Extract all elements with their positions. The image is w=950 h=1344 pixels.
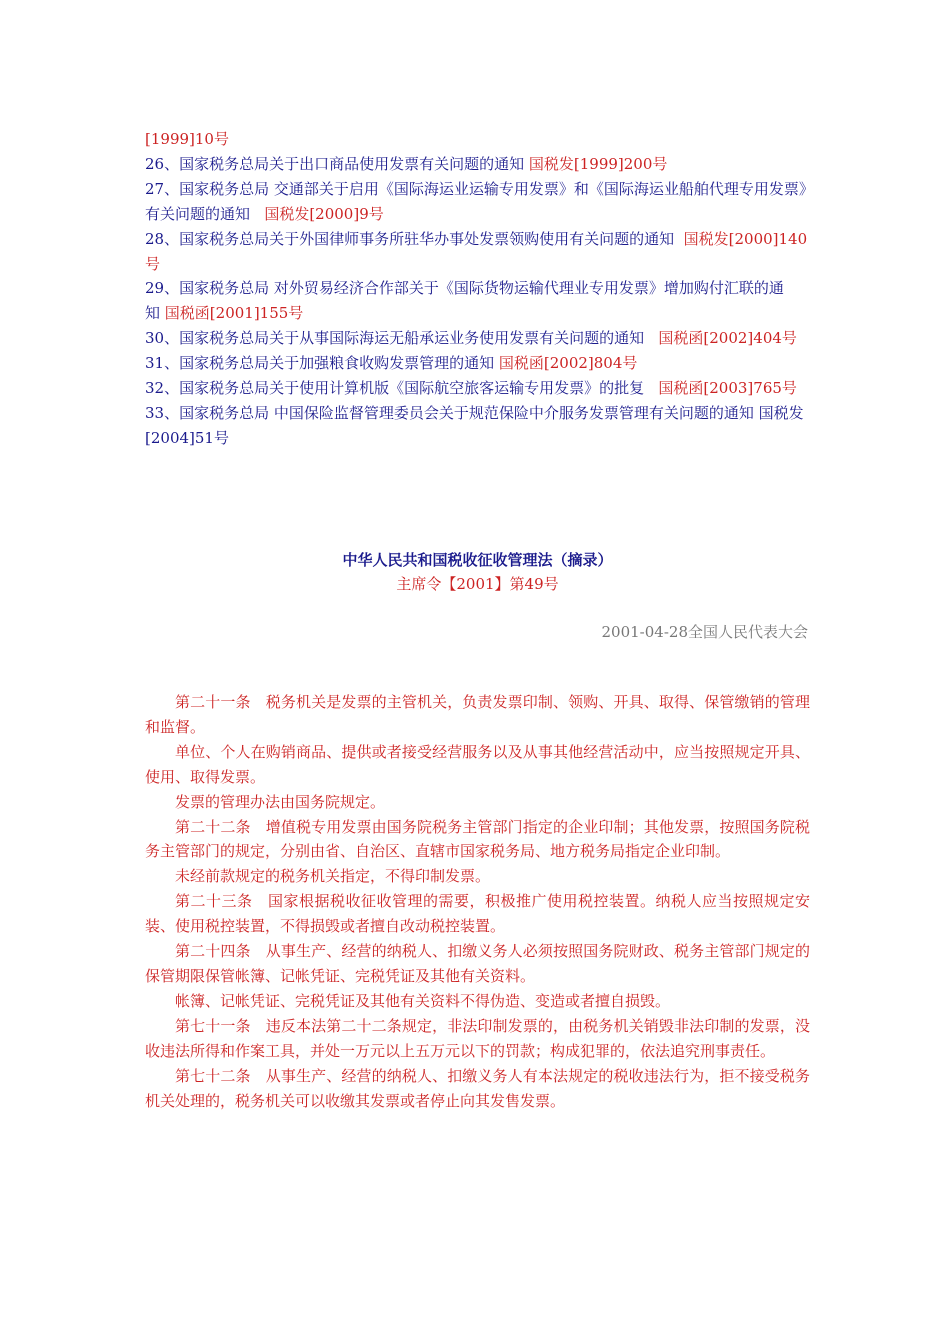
article-paragraph: 第二十一条 税务机关是发票的主管机关，负责发票印制、领购、开具、取得、保管缴销的管理和监督。 bbox=[145, 693, 810, 736]
list-item bbox=[145, 376, 810, 401]
article-paragraph: 单位、个人在购销商品、提供或者接受经营服务以及从事其他经营活动中，应当按照规定开具、使用、取得发票。 bbox=[145, 742, 810, 786]
article-paragraph: 第七十二条 从事生产、经营的纳税人、扣缴义务人有本法规定的税收违法行为，拒不接受税务机关处理的，税务机关可以收缴其发票或者停止向其发售发票。 bbox=[145, 1066, 810, 1110]
item-ref: 国税发[2000]140号 bbox=[145, 229, 808, 273]
article-paragraph: 发票的管理办法由国务院规定。 bbox=[175, 792, 386, 811]
list-item bbox=[145, 401, 810, 451]
item-ref: 国税发[2000]9号 bbox=[264, 204, 384, 223]
list-item bbox=[145, 326, 810, 351]
item-ref: 国税发[1999]200号 bbox=[528, 154, 668, 173]
article-paragraph: 帐簿、记帐凭证、完税凭证及其他有关资料不得伪造、变造或者擅自损毁。 bbox=[175, 991, 671, 1010]
list-item bbox=[145, 127, 810, 152]
list-item bbox=[145, 177, 810, 227]
item-ref: 国税函[2002]404号 bbox=[658, 329, 797, 348]
list-item bbox=[145, 152, 810, 177]
item-ref: [1999]10号 bbox=[145, 130, 229, 148]
list-item bbox=[145, 276, 810, 326]
article-paragraph: 第二十二条 增值税专用发票由国务院税务主管部门指定的企业印制；其他发票，按照国务院税务主管部门的规定，分别由省、自治区、直辖市国家税务局、地方税务局指定企业印制。 bbox=[145, 817, 810, 861]
item-title: 28、国家税务总局关于外国律师事务所驻华办事处发票领购使用有关问题的通知 bbox=[145, 229, 675, 248]
item-title: 32、国家税务总局关于使用计算机版《国际航空旅客运输专用发票》的批复 bbox=[145, 379, 645, 398]
item-ref: 国税函[2002]804号 bbox=[498, 354, 638, 373]
list-item bbox=[145, 351, 810, 376]
item-ref: 国税函[2001]155号 bbox=[164, 304, 304, 323]
article-paragraph: 第七十一条 违反本法第二十二条规定，非法印制发票的，由税务机关销毁非法印制的发票，没收违法所得和作案工具，并处一万元以上五万元以下的罚款；构成犯罪的，依法追究刑事责任。 bbox=[145, 1016, 810, 1060]
article-paragraph: 第二十三条 国家根据税收征收管理的需要，积极推广使用税控装置。纳税人应当按照规定安装、使用税控装置，不得损毁或者擅自改动税控装置。 bbox=[145, 892, 810, 936]
list-item bbox=[145, 227, 810, 277]
item-title: 29、国家税务总局 对外贸易经济合作部关于《国际货物运输代理业专用发票》增加购付汇联的通知 bbox=[145, 279, 784, 323]
law-subtitle: 主席令【2001】第49号 bbox=[396, 575, 559, 593]
law-date-source: 2001-04-28全国人民代表大会 bbox=[601, 623, 808, 641]
item-title: 31、国家税务总局关于加强粮食收购发票管理的通知 bbox=[145, 354, 495, 373]
item-ref: 国税发[2004]51号 bbox=[145, 403, 804, 447]
regulation-list bbox=[145, 127, 810, 451]
item-title: 27、国家税务总局 交通部关于启用《国际海运业运输专用发票》和《国际海运业船舶代理专用发票》有关问题的通知 bbox=[145, 179, 807, 223]
item-ref: 国税函[2003]765号 bbox=[658, 379, 797, 398]
item-title: 26、国家税务总局关于出口商品使用发票有关问题的通知 bbox=[145, 154, 525, 173]
article-paragraph: 第二十四条 从事生产、经营的纳税人、扣缴义务人必须按照国务院财政、税务主管部门规定的保管期限保管帐簿、记帐凭证、完税凭证及其他有关资料。 bbox=[145, 942, 810, 985]
item-title: 30、国家税务总局关于从事国际海运无船承运业务使用发票有关问题的通知 bbox=[145, 329, 645, 348]
article-paragraph: 未经前款规定的税务机关指定，不得印制发票。 bbox=[175, 867, 491, 886]
item-title: 33、国家税务总局 中国保险监督管理委员会关于规范保险中介服务发票管理有关问题的通知 bbox=[145, 403, 754, 422]
law-articles bbox=[145, 690, 810, 1113]
law-title: 中华人民共和国税收征收管理法（摘录） bbox=[342, 551, 613, 569]
